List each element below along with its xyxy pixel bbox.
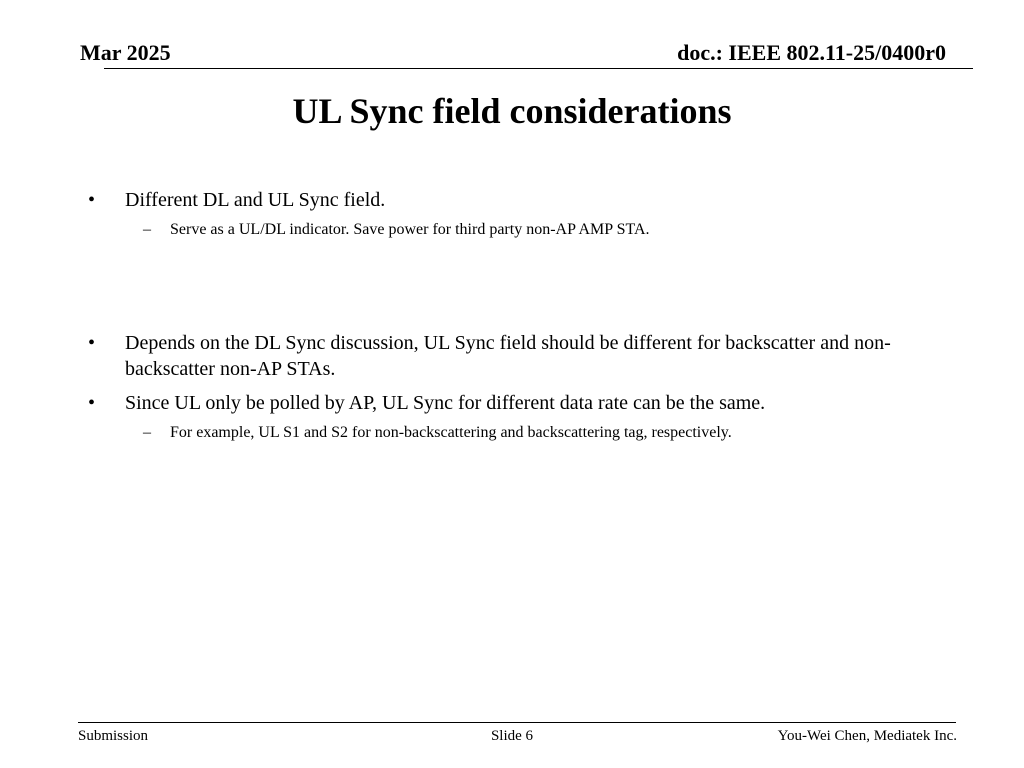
sub-bullet-text: For example, UL S1 and S2 for non-backscattering and backscattering tag, respectively. — [170, 424, 732, 441]
footer-divider — [78, 722, 956, 723]
footer-author: You-Wei Chen, Mediatek Inc. — [777, 728, 957, 744]
footer-slide-number: Slide 6 — [490, 728, 534, 744]
bullet-marker: • — [88, 392, 96, 414]
sub-bullet-text: Serve as a UL/DL indicator. Save power for third party non-AP AMP STA. — [170, 221, 650, 238]
bullet-marker: • — [88, 332, 96, 354]
bullet-text: Depends on the DL Sync discussion, UL Sync field should be different for backscatter and non-backscatter non-AP STAs. — [125, 332, 891, 380]
bullet-text: Since UL only be polled by AP, UL Sync for different data rate can be the same. — [125, 392, 766, 414]
bullet-marker: • — [88, 189, 96, 211]
header-divider — [104, 68, 973, 69]
bullet-text: Different DL and UL Sync field. — [125, 189, 386, 211]
slide-title: UL Sync field considerations — [292, 91, 732, 131]
header-date: Mar 2025 — [80, 40, 171, 65]
sub-bullet-marker: – — [143, 221, 151, 238]
footer-submission: Submission — [78, 728, 149, 744]
header-doc-id: doc.: IEEE 802.11-25/0400r0 — [677, 40, 946, 65]
sub-bullet-marker: – — [143, 424, 151, 441]
